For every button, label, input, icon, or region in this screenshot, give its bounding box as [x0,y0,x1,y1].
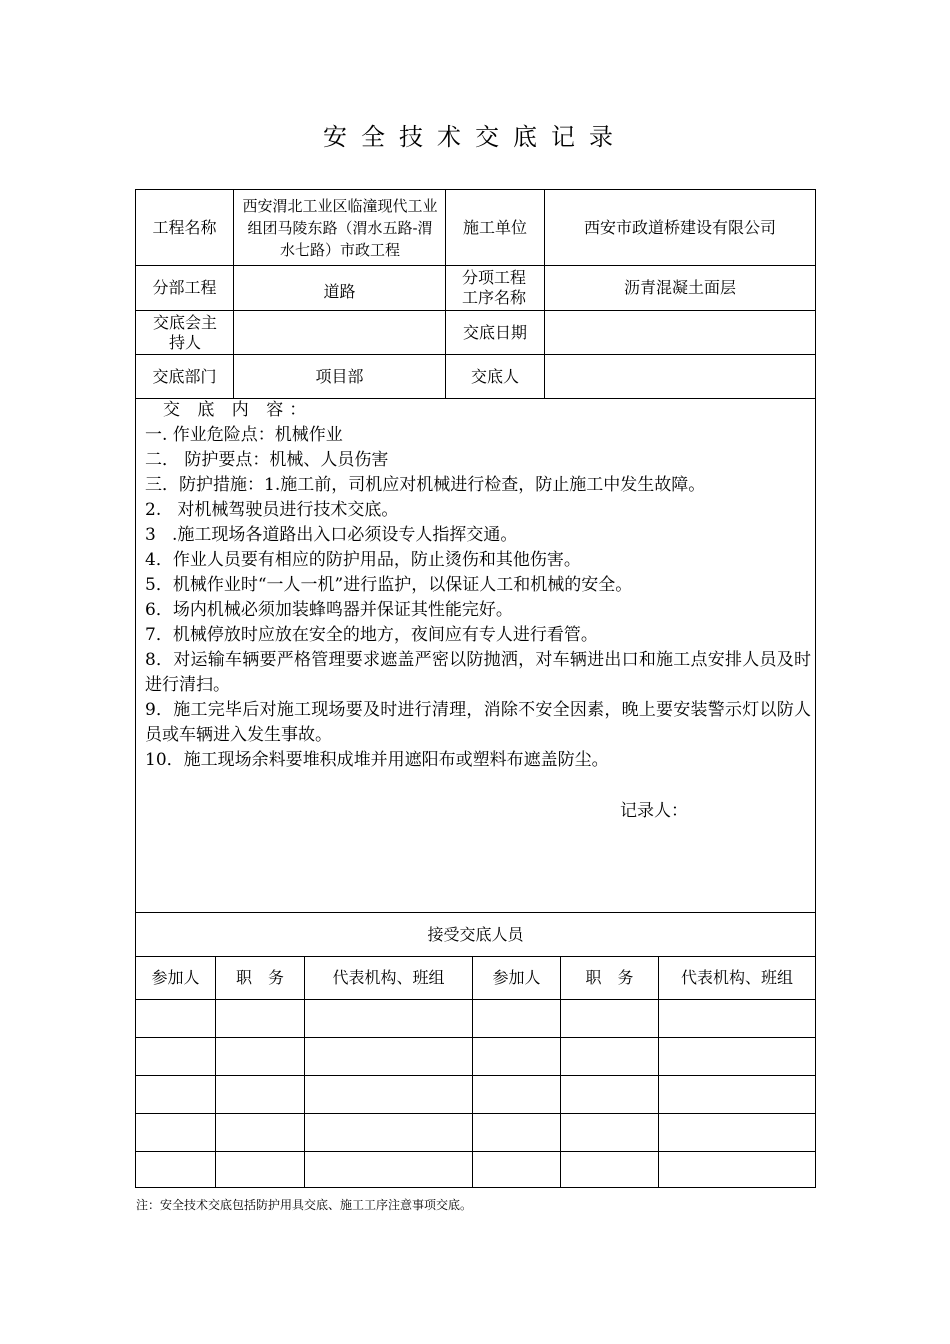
subitem-value: 沥青混凝土面层 [623,278,736,297]
subitem-label: 分项工程工序名称 [461,268,526,307]
presenter-label: 交底人 [470,366,519,386]
division-value: 道路 [323,282,356,301]
header-participant: 参加人 [492,968,541,987]
division-label: 分部工程 [152,278,217,297]
content-line: 6．场内机械必须加装蜂鸣器并保证其性能完好。 [145,600,513,620]
project-name-value: 西安渭北工业区临潼现代工业组团马陵东路（渭水五路-渭水七路）市政工程 [242,196,438,259]
content-line: 5．机械作业时“一人一机”进行监护，以保证人工和机械的安全。 [145,575,633,595]
content-line: 一. 作业危险点：机械作业 [145,425,343,445]
content-line: 8．对运输车辆要严格管理要求遮盖严密以防抛洒，对车辆进出口和施工点安排人员及时进行清扫。 [145,650,811,695]
recorder-label: 记录人： [620,801,688,821]
host-label: 交底会主持人 [152,312,217,352]
content-line: 3 .施工现场各道路出入口必须设专人指挥交通。 [145,525,518,545]
header-organization: 代表机构、班组 [680,968,793,987]
content-line: 10．施工现场余料要堆积成堆并用遮阳布或塑料布遮盖防尘。 [145,750,609,770]
content-line: 9．施工完毕后对施工现场要及时进行清理，消除不安全因素，晚上要安装警示灯以防人员或车辆进入发生事故。 [145,700,811,745]
presenter-value [545,355,815,398]
date-value [545,311,815,354]
contractor-label: 施工单位 [462,217,527,237]
header-position: 职 务 [235,968,284,987]
dept-value: 项目部 [315,366,364,386]
project-name-label: 工程名称 [152,217,217,237]
row-divider [135,1151,816,1152]
row-divider [135,999,816,1000]
content-line: 2. 对机械驾驶员进行技术交底。 [145,500,399,520]
date-label: 交底日期 [462,322,527,342]
row-divider [135,1075,816,1076]
content-heading: 交 底 内 容： [163,400,313,420]
content-line: 4．作业人员要有相应的防护用品，防止烫伤和其他伤害。 [145,550,581,570]
page-title: 安全技术交底记录 [323,123,627,151]
header-position: 职 务 [585,968,634,987]
row-divider [135,1037,816,1038]
briefing-content [145,398,811,773]
receivers-title: 接受交底人员 [427,924,524,944]
header-participant: 参加人 [151,968,200,987]
host-value [234,311,445,354]
dept-label: 交底部门 [152,366,217,386]
content-line: 二． 防护要点：机械、人员伤害 [145,450,389,470]
footnote: 注：安全技术交底包括防护用具交底、施工工序注意事项交底。 [136,1198,473,1212]
header-organization: 代表机构、班组 [332,968,445,987]
content-line: 三．防护措施：1.施工前，司机应对机械进行检查，防止施工中发生故障。 [145,475,706,495]
content-line: 7．机械停放时应放在安全的地方，夜间应有专人进行看管。 [145,625,598,645]
row-divider [135,1113,816,1114]
contractor-value: 西安市政道桥建设有限公司 [583,217,776,237]
